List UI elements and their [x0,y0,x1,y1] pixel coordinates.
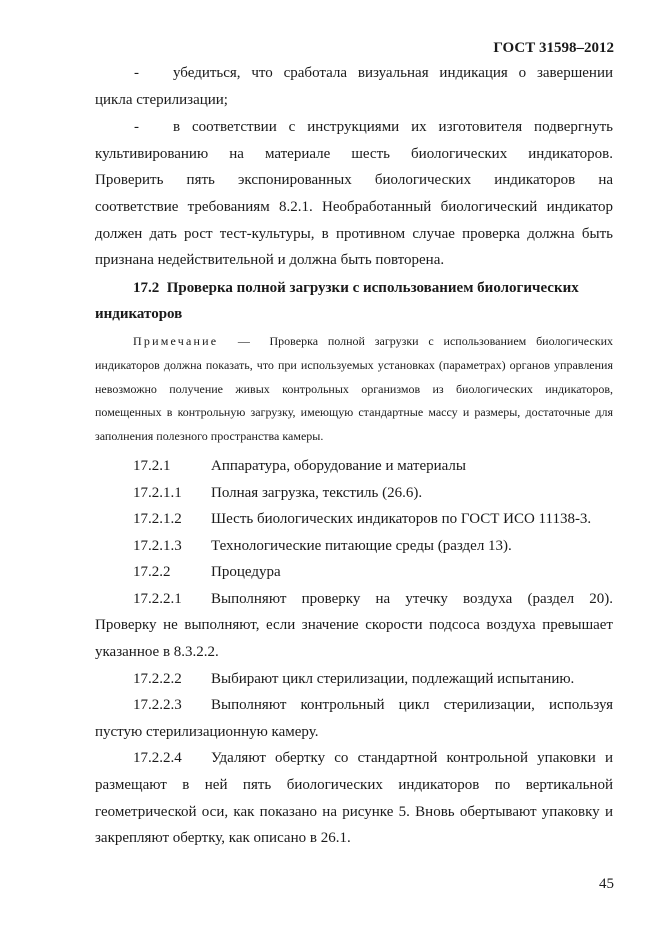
clause-text: Удаляют обертку со стандартной контрольной упаковки и [211,750,613,767]
clause-row [95,506,613,533]
clause-row [95,745,613,772]
clause-row [95,586,613,613]
clause-number: 17.2.2.3 [133,697,182,714]
clause-text: Выполняют проверку на утечку воздуха (раздел 20). [211,590,613,607]
page-content [95,60,613,852]
clause-text: Выбирают цикл стерилизации, подлежащий испытанию. [211,670,575,687]
clause-text: Аппаратура, оборудование и материалы [211,457,466,474]
clause-number: 17.2.1 [133,457,171,474]
bullet-item [95,114,613,274]
section-number: 17.2 [133,279,160,296]
note-paragraph [95,330,613,449]
clause-number: 17.2.1.3 [133,537,182,554]
clause-row [95,559,613,586]
bullet-item [95,60,613,113]
note-dash: — [237,333,250,348]
clause-number: 17.2.2 [133,564,171,581]
bullet-dash: - [134,119,139,136]
section-heading [95,275,613,328]
page-number: 45 [599,876,614,892]
clause-number: 17.2.2.4 [133,750,182,767]
clause-text: Полная загрузка, текстиль (26.6). [211,484,423,501]
clause-text-continued: Проверку не выполняют, если значение скорости подсоса воздуха превышает указанное в 8.3.2.2. [95,617,613,661]
clause-row [95,666,613,693]
clause-row [95,692,613,719]
clause-text-continued: размещают в ней пять биологических индикаторов по вертикальной геометрической оси, как показано на рисунке 5. Вновь обертывают упаковку и закрепляют обертку, как описано в 26.1. [95,777,613,847]
bullet-text-continued: цикла стерилизации; [95,91,228,108]
note-text: Проверка полной загрузки с использованием биологических индикаторов должна показать, что при используемых установках (параметрах) органов управления невозможно получение живых контрольных организмов из биологических индикаторов, помещенных в контрольную загрузку, имеющую стандартные массу и размеры, достаточные для заполнения полезного пространства камеры. [95,333,614,444]
clause-number: 17.2.2.1 [133,590,182,607]
note-label: Примечание [133,333,219,348]
clause-number: 17.2.1.2 [133,511,182,528]
clause-text: Выполняют контрольный цикл стерилизации, используя [211,697,613,714]
bullet-dash: - [134,65,139,81]
bullet-text-continued: соответствие требованиям 8.2.1. Необработанный биологический индикатор должен дать рост тест-культуры, в противном случае проверка должна быть признана недействительной и должна быть повторена. [95,198,613,269]
clause-number: 17.2.2.2 [133,670,182,687]
section-title: Проверка полной загрузки с использованием биологических индикаторов [95,279,579,323]
bullet-text: в соответствии с инструкциями их изготовителя подвергнуть [173,119,613,136]
clause-row [95,480,613,507]
clause-text-continued: пустую стерилизационную камеру. [95,723,319,740]
clause-row [95,533,613,560]
clause-number: 17.2.1.1 [133,484,182,501]
clause-text: Шесть биологических индикаторов по ГОСТ ИСО 11138-3. [211,511,592,528]
bullet-text: убедиться, что сработала визуальная индикация о завершении [173,65,613,81]
clause-text: Процедура [211,564,281,581]
bullet-text-line: культивированию на материале шесть биологических индикаторов. [95,145,613,162]
clause-row [95,453,613,480]
bullet-text-line: Проверить пять экспонированных биологических индикаторов на [95,172,613,189]
standard-header: ГОСТ 31598–2012 [493,40,614,56]
clause-text: Технологические питающие среды (раздел 13). [211,537,512,554]
